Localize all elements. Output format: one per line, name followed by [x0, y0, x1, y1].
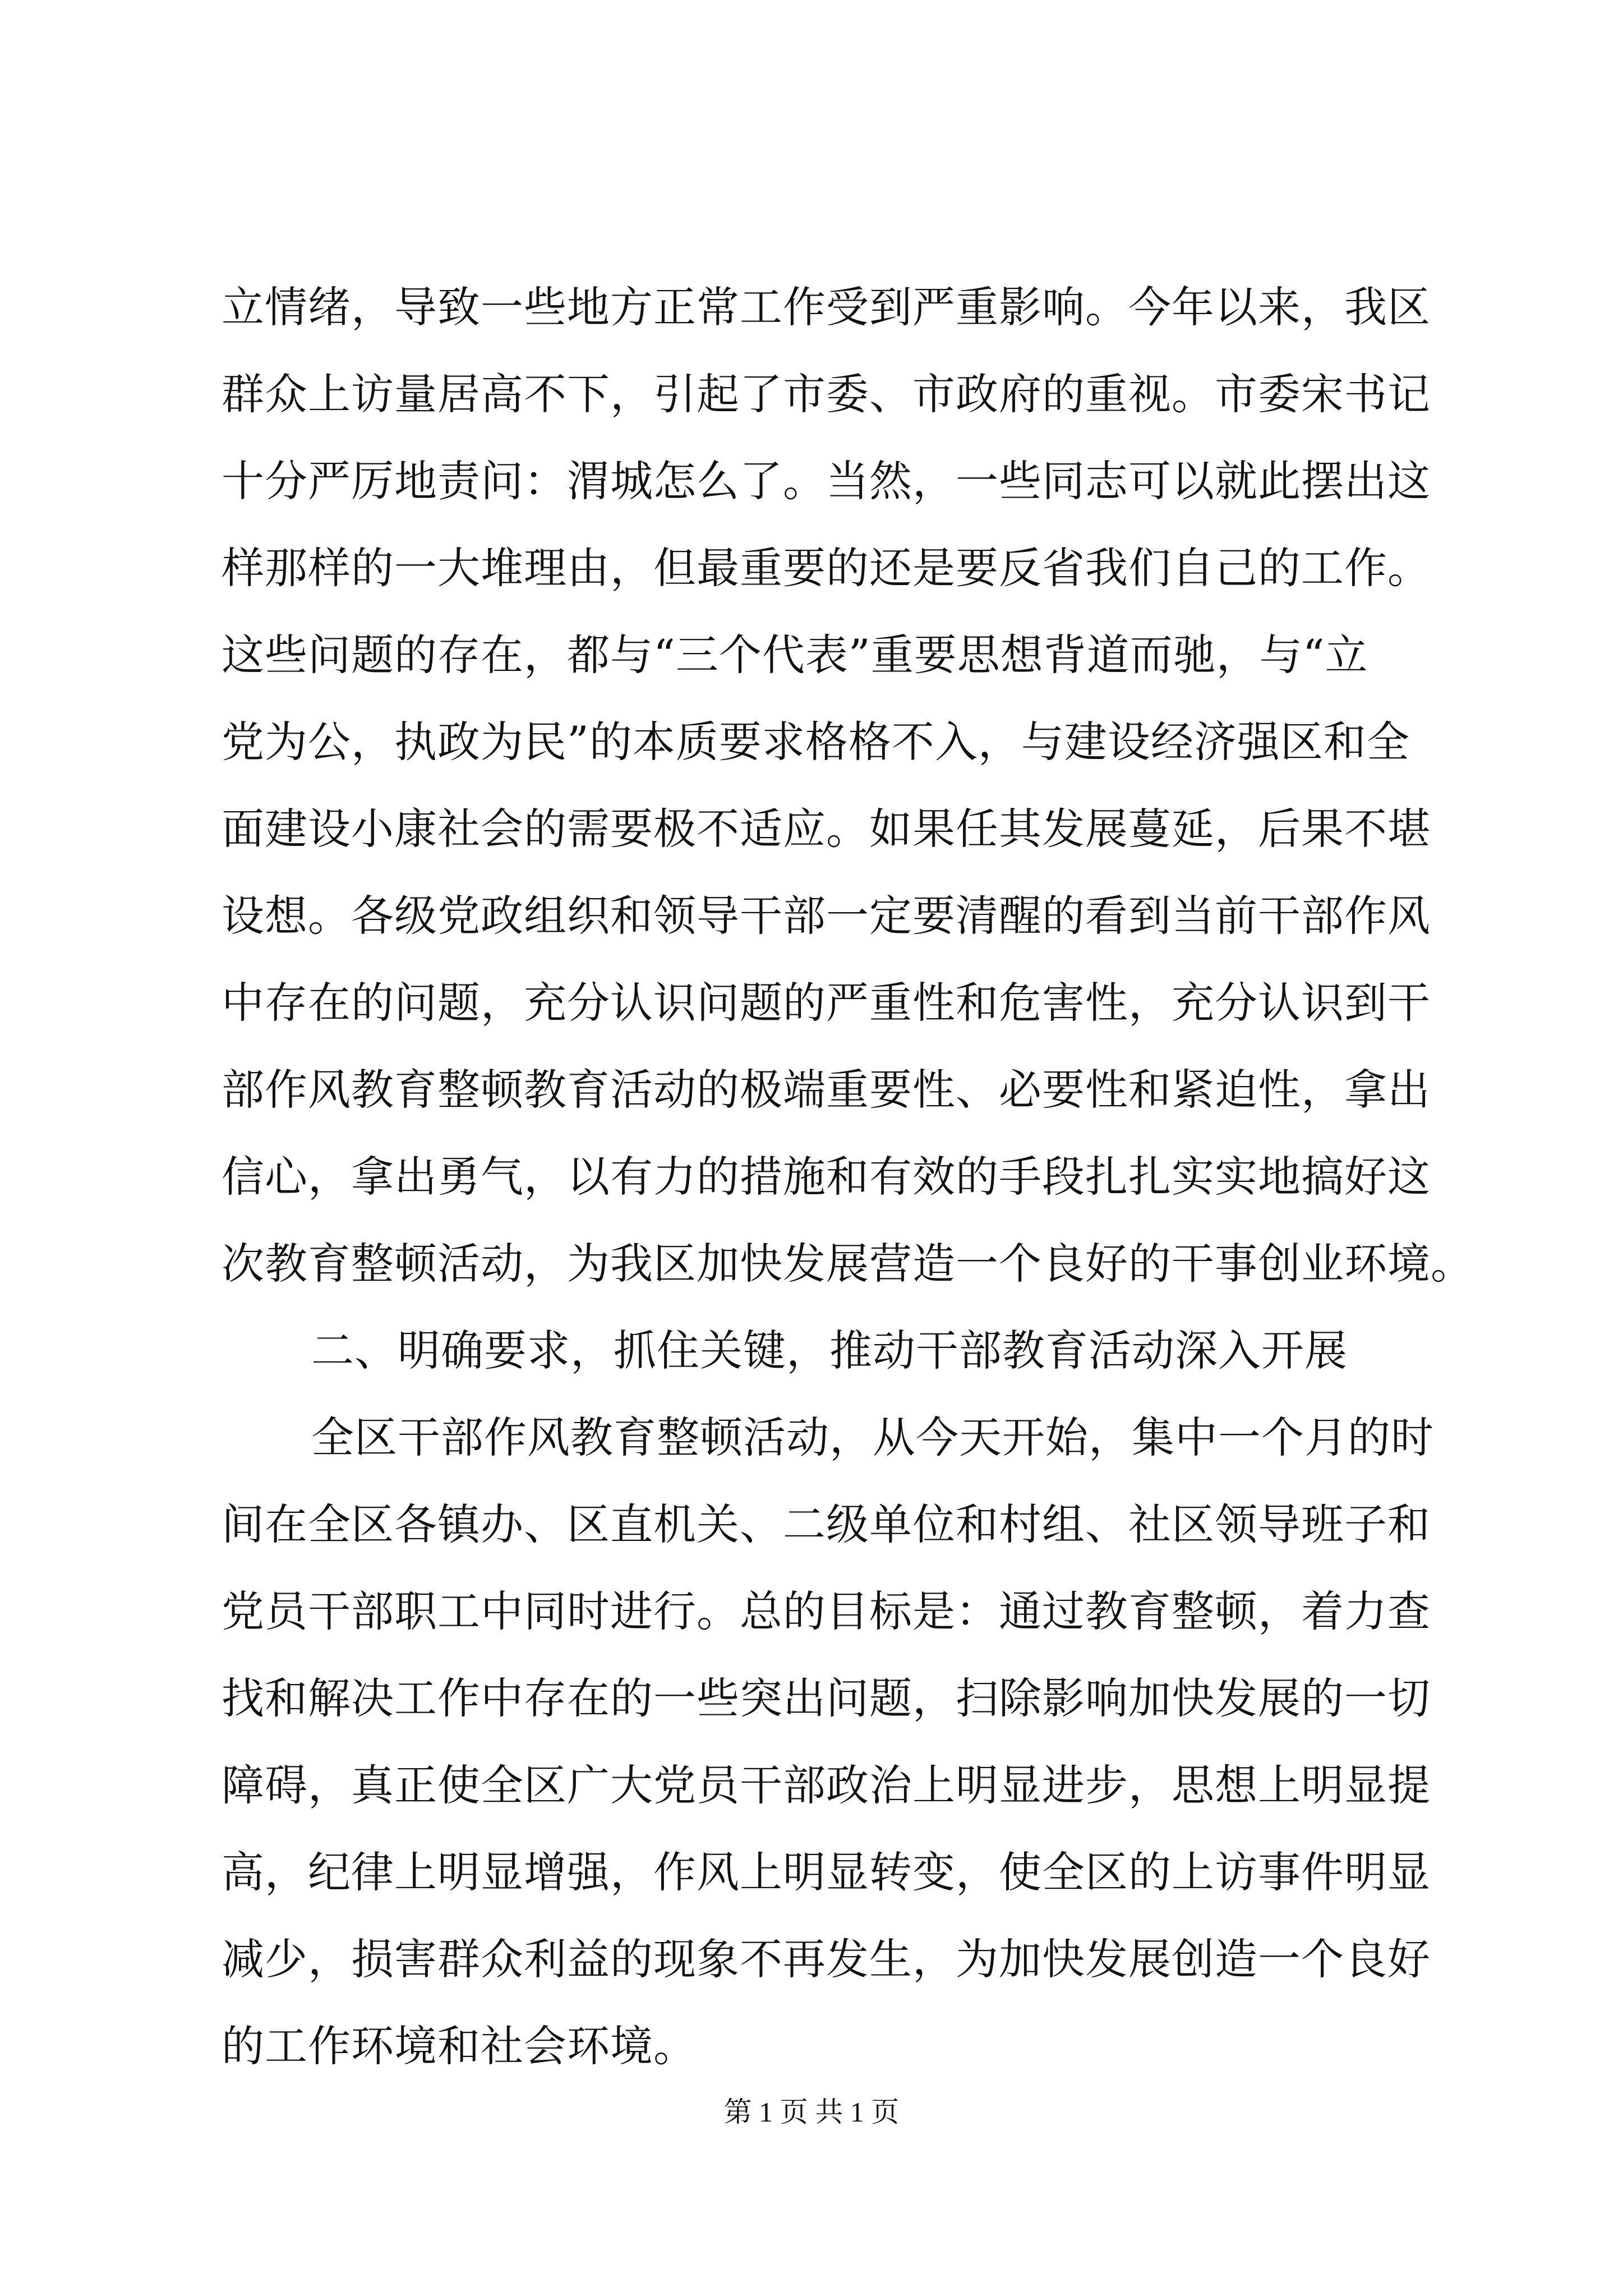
text-line: 党员干部职工中同时进行。总的目标是：通过教育整顿，着力查: [222, 1586, 1431, 1636]
text-line: 这些问题的存在，都与“三个代表”重要思想背道而驰，与“立: [222, 630, 1368, 680]
text-line: 减少，损害群众利益的现象不再发生，为加快发展创造一个良好: [222, 1934, 1431, 1984]
text-line: 部作风教育整顿教育活动的极端重要性、必要性和紧迫性，拿出: [222, 1065, 1431, 1115]
text-line: 的工作环境和社会环境。: [222, 2021, 697, 2071]
section-heading: 二、明确要求，抓住关键，推动干部教育活动深入开展: [311, 1326, 1348, 1375]
text-line: 立情绪，导致一些地方正常工作受到严重影响。今年以来，我区: [222, 282, 1431, 332]
text-line: 党为公，执政为民”的本质要求格格不入，与建设经济强区和全: [222, 717, 1410, 767]
text-line: 障碍，真正使全区广大党员干部政治上明显进步，思想上明显提: [222, 1760, 1431, 1810]
text-line: 找和解决工作中存在的一些突出问题，扫除影响加快发展的一切: [222, 1673, 1431, 1723]
text-line: 信心，拿出勇气，以有力的措施和有效的手段扎扎实实地搞好这: [222, 1152, 1431, 1202]
text-line: 样那样的一大堆理由，但最重要的还是要反省我们自己的工作。: [222, 543, 1431, 593]
text-line: 十分严厉地责问：渭城怎么了。当然，一些同志可以就此摆出这: [222, 456, 1431, 506]
text-line: 设想。各级党政组织和领导干部一定要清醒的看到当前干部作风: [222, 891, 1431, 941]
text-line: 间在全区各镇办、区直机关、二级单位和村组、社区领导班子和: [222, 1499, 1431, 1549]
text-line: 面建设小康社会的需要极不适应。如果任其发展蔓延，后果不堪: [222, 804, 1431, 854]
text-line: 高，纪律上明显增强，作风上明显转变，使全区的上访事件明显: [222, 1847, 1431, 1897]
paragraph-start-line: 全区干部作风教育整顿活动，从今天开始，集中一个月的时: [311, 1412, 1434, 1462]
text-line: 中存在的问题，充分认识问题的严重性和危害性，充分认识到干: [222, 978, 1431, 1028]
page-number-footer: 第 1 页 共 1 页: [723, 2096, 900, 2128]
document-body: [222, 264, 1474, 2090]
text-line: 群众上访量居高不下，引起了市委、市政府的重视。市委宋书记: [222, 369, 1431, 419]
text-line: 次教育整顿活动，为我区加快发展营造一个良好的干事创业环境。: [222, 1239, 1474, 1289]
